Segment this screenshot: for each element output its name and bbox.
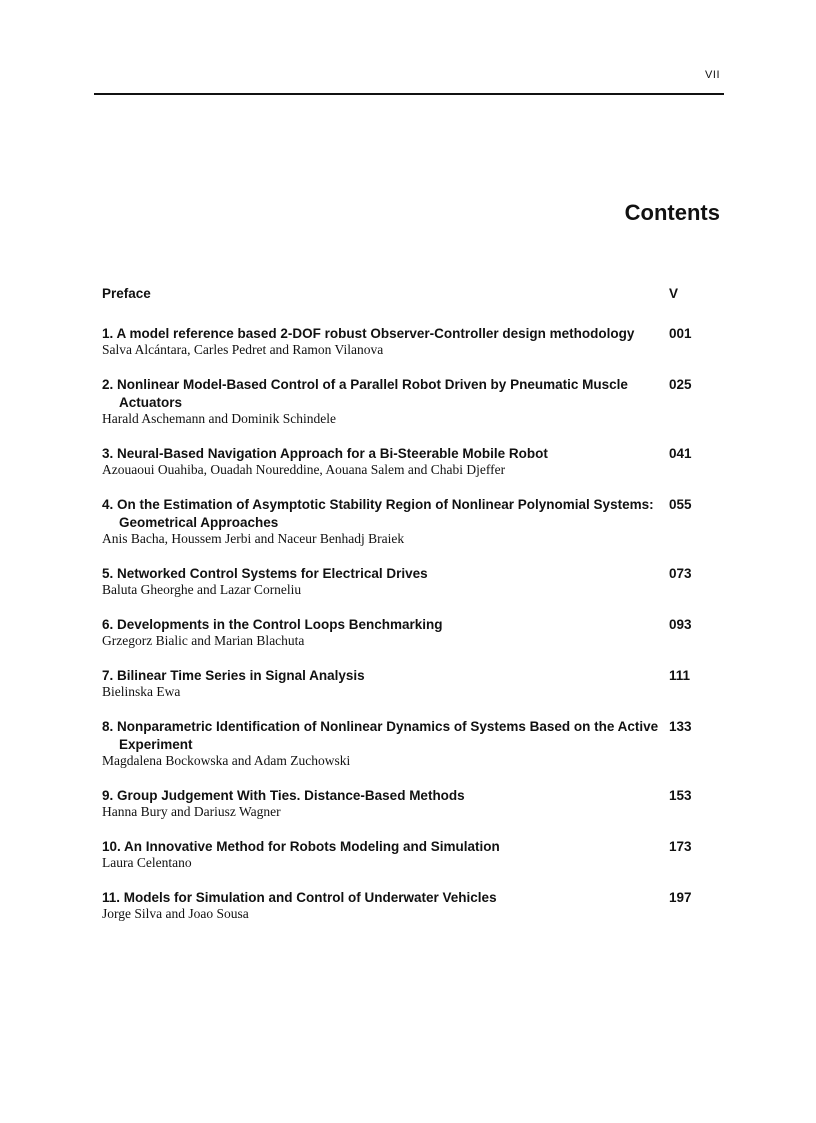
- toc-entry-page: 025: [669, 377, 692, 392]
- toc-entry-page: 133: [669, 719, 692, 734]
- contents-heading: Contents: [624, 200, 720, 225]
- toc-entry-title: 4. On the Estimation of Asymptotic Stability Region of Nonlinear Polynomial Systems: Geometrical Approaches: [102, 497, 654, 530]
- toc-entry: [102, 445, 722, 478]
- toc-entry-title: 6. Developments in the Control Loops Benchmarking: [102, 617, 443, 632]
- toc-entry-authors: Jorge Silva and Joao Sousa: [102, 906, 249, 921]
- toc-entry-preface: [102, 285, 722, 303]
- toc-entry-page: 073: [669, 566, 692, 581]
- toc-entry-title: 3. Neural-Based Navigation Approach for a Bi-Steerable Mobile Robot: [102, 446, 548, 461]
- toc-entry-authors: Baluta Gheorghe and Lazar Corneliu: [102, 582, 302, 597]
- toc-entry: [102, 838, 722, 871]
- toc-entry-title: 9. Group Judgement With Ties. Distance-Based Methods: [102, 788, 465, 803]
- toc-entry-page: 001: [669, 326, 692, 341]
- toc-entry: [102, 565, 722, 598]
- toc-entry-page: 173: [669, 839, 692, 854]
- toc-entry-authors: Salva Alcántara, Carles Pedret and Ramon Vilanova: [102, 342, 384, 357]
- toc-entry-authors: Bielinska Ewa: [102, 684, 181, 699]
- toc-entry-authors: Hanna Bury and Dariusz Wagner: [102, 804, 281, 819]
- toc-entry-title: 2. Nonlinear Model-Based Control of a Parallel Robot Driven by Pneumatic Muscle Actuators: [102, 377, 628, 410]
- toc-entry-page: 055: [669, 497, 692, 512]
- toc-entry: [102, 787, 722, 820]
- toc-entry: [102, 889, 722, 922]
- toc-entry-authors: Harald Aschemann and Dominik Schindele: [102, 411, 336, 426]
- toc-entry-authors: Azouaoui Ouahiba, Ouadah Noureddine, Aouana Salem and Chabi Djeffer: [102, 462, 506, 477]
- toc-entry: [102, 718, 722, 769]
- toc-entry-title: 7. Bilinear Time Series in Signal Analysis: [102, 668, 365, 683]
- toc-entry-title: 10. An Innovative Method for Robots Modeling and Simulation: [102, 839, 500, 854]
- toc-entry-authors: Grzegorz Bialic and Marian Blachuta: [102, 633, 305, 648]
- toc-entry-authors: Magdalena Bockowska and Adam Zuchowski: [102, 753, 351, 768]
- header-rule: [94, 93, 724, 95]
- toc-entry-authors: Laura Celentano: [102, 855, 192, 870]
- toc-entry-title: Preface: [102, 286, 151, 301]
- toc-entry: [102, 616, 722, 649]
- toc-entry-page: 093: [669, 617, 692, 632]
- table-of-contents: [102, 285, 722, 940]
- toc-entry-title: 5. Networked Control Systems for Electrical Drives: [102, 566, 428, 581]
- toc-entry-title: 11. Models for Simulation and Control of Underwater Vehicles: [102, 890, 497, 905]
- toc-entry: [102, 667, 722, 700]
- toc-entry-page: 111: [669, 668, 691, 683]
- toc-entry: [102, 376, 722, 427]
- toc-entry-title: 8. Nonparametric Identification of Nonlinear Dynamics of Systems Based on the Active Experiment: [102, 719, 659, 752]
- page-number: VII: [705, 69, 720, 81]
- toc-entry: [102, 496, 722, 547]
- toc-entry: [102, 325, 722, 358]
- toc-entry-authors: Anis Bacha, Houssem Jerbi and Naceur Benhadj Braiek: [102, 531, 405, 546]
- toc-entry-page: 041: [669, 446, 692, 461]
- toc-entry-page: 197: [669, 890, 692, 905]
- toc-entry-page: V: [669, 286, 679, 301]
- toc-entry-title: 1. A model reference based 2-DOF robust Observer-Controller design methodology: [102, 326, 635, 341]
- toc-entry-page: 153: [669, 788, 692, 803]
